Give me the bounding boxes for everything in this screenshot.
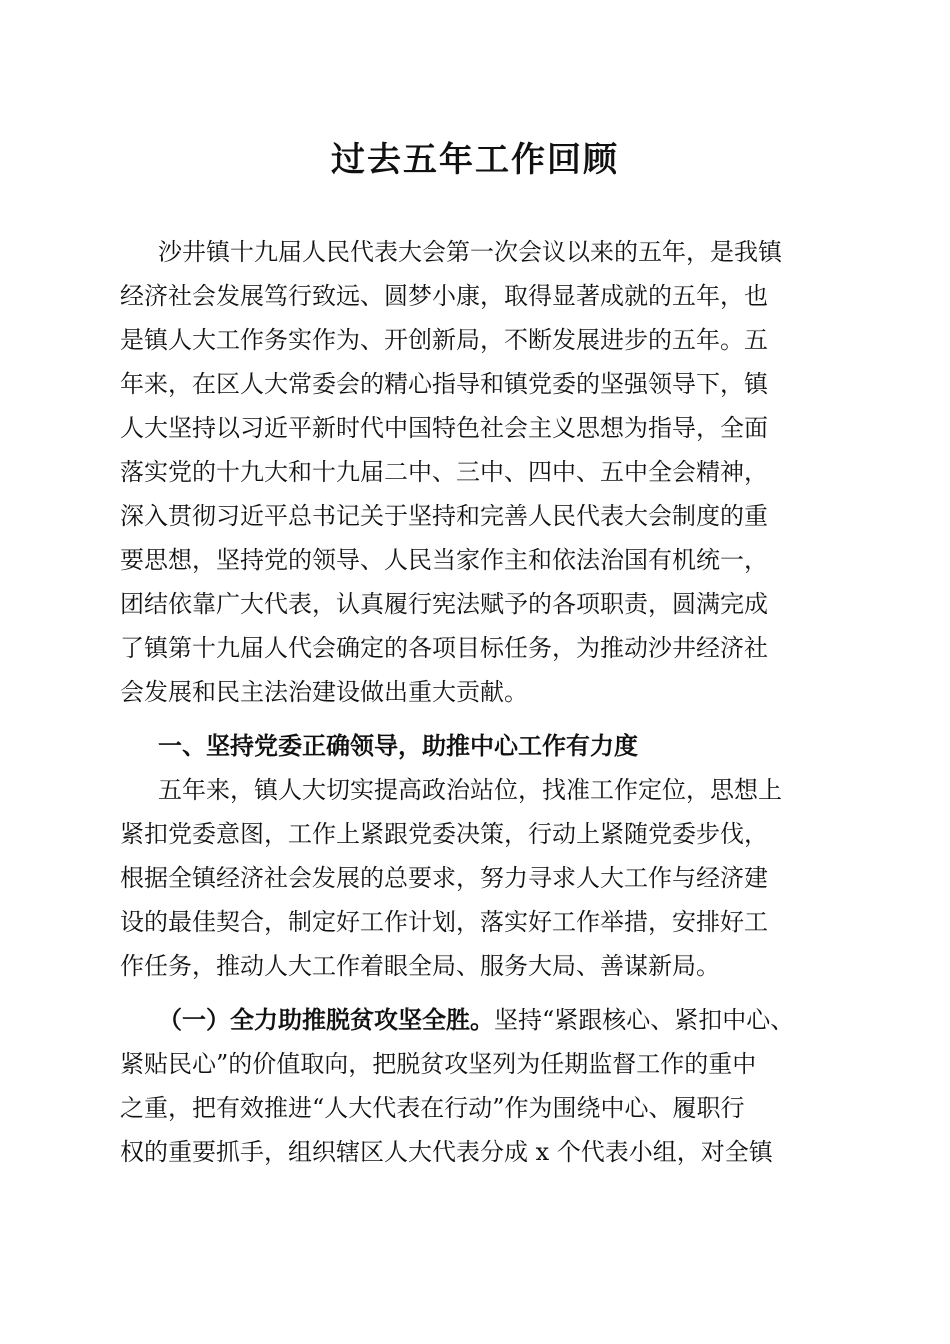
- paragraph-line: 经济社会发展笃行致远、圆梦小康，取得显著成就的五年，也: [120, 282, 768, 310]
- paragraph-line: 沙井镇十九届人民代表大会第一次会议以来的五年，是我镇: [158, 238, 782, 266]
- paragraph-line: 了镇第十九届人代会确定的各项目标任务，为推动沙井经济社: [120, 634, 768, 662]
- subsection-text: 坚持“紧跟核心、紧扣中心、: [494, 1006, 795, 1034]
- subsection-line: [158, 998, 794, 1042]
- paragraph-line: 根据全镇经济社会发展的总要求，努力寻求人大工作与经济建: [120, 864, 768, 892]
- paragraph-line: 团结依靠广大代表，认真履行宪法赋予的各项职责，圆满完成: [120, 590, 768, 618]
- paragraph-line: 年来，在区人大常委会的精心指导和镇党委的坚强领导下，镇: [120, 370, 768, 398]
- paragraph-line: 人大坚持以习近平新时代中国特色社会主义思想为指导，全面: [120, 414, 768, 442]
- paragraph-line: 会发展和民主法治建设做出重大贡献。: [120, 678, 528, 706]
- paragraph-line: 紧贴民心”的价值取向，把脱贫攻坚列为任期监督工作的重中: [120, 1050, 757, 1078]
- paragraph-line: 五年来，镇人大切实提高政治站位，找准工作定位，思想上: [158, 776, 782, 804]
- paragraph-line: 设的最佳契合，制定好工作计划，落实好工作举措，安排好工: [120, 908, 768, 936]
- paragraph-line: 权的重要抓手，组织辖区人大代表分成 x 个代表小组，对全镇: [120, 1138, 773, 1166]
- paragraph-line: 紧扣党委意图，工作上紧跟党委决策，行动上紧随党委步伐，: [120, 820, 768, 848]
- paragraph-line: 作任务，推动人大工作着眼全局、服务大局、善谋新局。: [120, 952, 720, 980]
- paragraph-line: 落实党的十九大和十九届二中、三中、四中、五中全会精神，: [120, 458, 768, 486]
- paragraph-line: 是镇人大工作务实作为、开创新局，不断发展进步的五年。五: [120, 326, 768, 354]
- paragraph-line: 要思想，坚持党的领导、人民当家作主和依法治国有机统一，: [120, 546, 768, 574]
- subsection-heading: （一）全力助推脱贫攻坚全胜。: [158, 1005, 494, 1034]
- section-heading: 一、坚持党委正确领导，助推中心工作有力度: [158, 732, 638, 760]
- paragraph-line: 之重，把有效推进“人大代表在行动”作为围绕中心、履职行: [120, 1094, 745, 1122]
- paragraph-line: 深入贯彻习近平总书记关于坚持和完善人民代表大会制度的重: [120, 502, 768, 530]
- document-title: 过去五年工作回顾: [331, 140, 619, 180]
